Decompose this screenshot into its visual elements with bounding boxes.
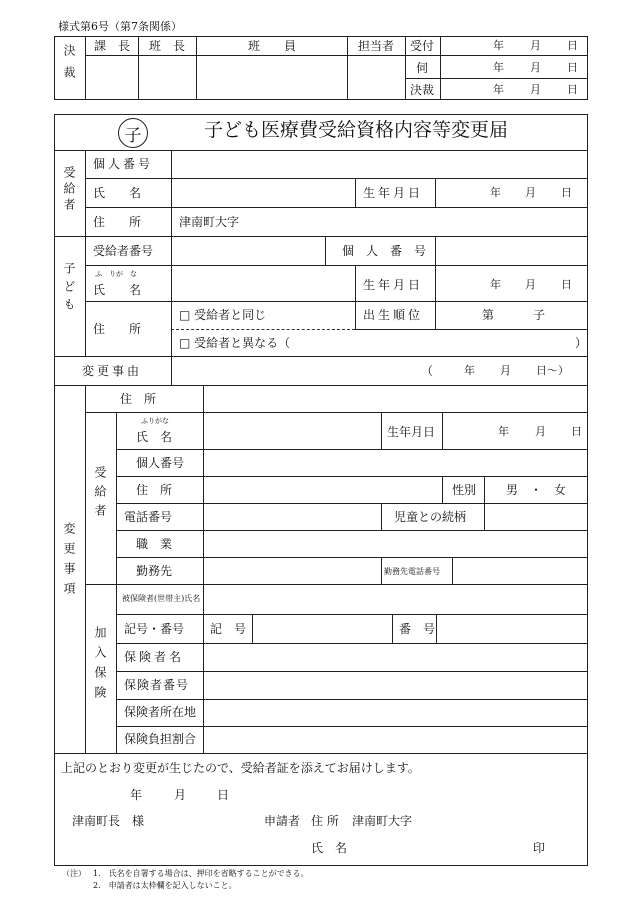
change-birth-label: 生年月日: [387, 425, 436, 439]
change-jusho-label: 住 所: [120, 392, 157, 406]
note-2: 2. 申請者は太枠欄を記入しないこと。: [93, 881, 237, 890]
declaration-statement: 上記のとおり変更が生じたので、受給者証を添えてお届けします。: [61, 761, 420, 775]
change-recipient-group-label: 受給者: [93, 466, 107, 523]
declaration-jusho-value: 津南町大字: [352, 814, 413, 828]
change-kinmusaki-denwa-label: 勤務先電話番号: [384, 567, 440, 576]
ukagai-month: 月: [530, 61, 541, 74]
ukagai-year: 年: [493, 61, 504, 74]
change-hokensha-mei-label: 保険者名: [124, 650, 185, 664]
child-birth-order-dai: 第: [482, 308, 495, 322]
child-different-address-close: ）: [575, 336, 588, 350]
change-shimei-label: 氏 名: [136, 430, 173, 444]
notes-prefix: （注）: [62, 869, 86, 878]
declaration-shimei-label: 氏 名: [311, 841, 348, 855]
hancho-label: 班 長: [148, 39, 186, 53]
child-birth-year: 年: [490, 278, 501, 291]
child-jukyusha-bango-label: 受給者番号: [93, 244, 154, 258]
change-hokensha-bango-label: 保険者番号: [124, 678, 190, 692]
page-title: 子ども医療費受給資格内容等変更届: [204, 119, 509, 141]
child-circle-mark: 子: [118, 118, 148, 148]
recipient-jusho-value: 津南町大字: [179, 215, 240, 229]
declaration-day: 日: [217, 788, 230, 802]
declaration-addressee: 津南町長 様: [72, 814, 145, 828]
change-insurance-group-label: 加入保険: [93, 626, 107, 706]
recipient-kojin-bango-label: 個人番号: [93, 157, 154, 171]
recipient-birth-month: 月: [525, 186, 536, 199]
child-birth-month: 月: [525, 278, 536, 291]
recipient-birth-label: 生年月日: [363, 186, 424, 200]
recipient-jusho-label: 住 所: [93, 215, 142, 229]
declaration-year: 年: [130, 788, 143, 802]
tantosha-label: 担当者: [357, 39, 395, 53]
kessai-label: 決裁: [409, 83, 435, 97]
declaration-seal-label: 印: [533, 841, 546, 855]
change-futan-wariai-label: 保険負担割合: [124, 732, 197, 746]
child-birth-order-label: 出生順位: [363, 308, 424, 322]
change-reason-day: 日〜）: [536, 364, 569, 377]
change-hihokensha-label: 被保険者(世帯主)氏名: [122, 594, 201, 603]
change-birth-month: 月: [535, 425, 546, 438]
declaration-applicant-label: 申請者: [264, 814, 301, 828]
child-group-label: 子ども: [62, 262, 76, 316]
child-birth-day: 日: [561, 278, 572, 291]
declaration-month: 月: [174, 788, 187, 802]
child-birth-order-ko: 子: [533, 308, 546, 322]
change-hokensha-shozaichi-label: 保険者所在地: [124, 705, 197, 719]
child-birth-label: 生年月日: [363, 278, 424, 292]
child-shimei-label: 氏 名: [93, 283, 142, 297]
change-birth-day: 日: [571, 425, 582, 438]
change-kojin-bango-label: 個人番号: [136, 456, 185, 470]
declaration-jusho-label: 住 所: [311, 814, 339, 828]
uketsuke-label: 受付: [409, 39, 435, 53]
kessai-month: 月: [530, 83, 541, 96]
hanin-label: 班 員: [247, 39, 297, 53]
uketsuke-month: 月: [530, 39, 541, 52]
change-birth-year: 年: [498, 425, 509, 438]
recipient-birth-day: 日: [561, 186, 572, 199]
change-items-group-label: 変更事項: [62, 522, 76, 602]
recipient-birth-year: 年: [490, 186, 501, 199]
recipient-group-label: 受給者: [62, 166, 76, 214]
child-furigana-label: ふ りが な: [95, 270, 137, 278]
change-kigo-bango-label: 記号・番号: [124, 622, 185, 636]
change-kinmusaki-label: 勤務先: [136, 564, 173, 578]
change-bango-label: 番 号: [399, 622, 436, 636]
uketsuke-year: 年: [493, 39, 504, 52]
change-reason-month: 月: [500, 364, 511, 377]
approval-side-label: 決裁: [62, 44, 76, 88]
change-sex-options[interactable]: 男 ・ 女: [506, 483, 567, 497]
ukagai-label: 伺: [415, 61, 429, 75]
kacho-label: 課 長: [93, 39, 131, 53]
change-reason-year: 年: [464, 364, 475, 377]
child-different-address-option[interactable]: □ 受給者と異なる（: [179, 336, 291, 350]
note-1: 1. 氏名を自署する場合は、押印を省略することができる。: [93, 869, 309, 878]
child-same-address-option[interactable]: □ 受給者と同じ: [179, 308, 267, 322]
kessai-year: 年: [493, 83, 504, 96]
approval-table: [54, 36, 588, 100]
change-reason-label: 変更事由: [82, 364, 143, 378]
change-reason-open: （: [421, 364, 434, 378]
change-shokugyo-label: 職 業: [136, 537, 173, 551]
change-kigo-label: 記 号: [210, 622, 247, 636]
change-sex-label: 性別: [452, 483, 477, 497]
recipient-shimei-label: 氏 名: [93, 186, 142, 200]
change-zokugara-label: 児童との続柄: [394, 510, 467, 524]
form-id: 様式第6号（第7条関係）: [58, 20, 182, 33]
change-denwa-label: 電話番号: [124, 510, 173, 524]
uketsuke-day: 日: [567, 39, 578, 52]
child-jusho-label: 住 所: [93, 322, 142, 336]
child-kojin-bango-label: 個 人 番 号: [342, 244, 427, 258]
change-furigana-label: ふりがな: [141, 417, 169, 425]
ukagai-day: 日: [567, 61, 578, 74]
kessai-day: 日: [567, 83, 578, 96]
change-jusho2-label: 住 所: [136, 483, 173, 497]
